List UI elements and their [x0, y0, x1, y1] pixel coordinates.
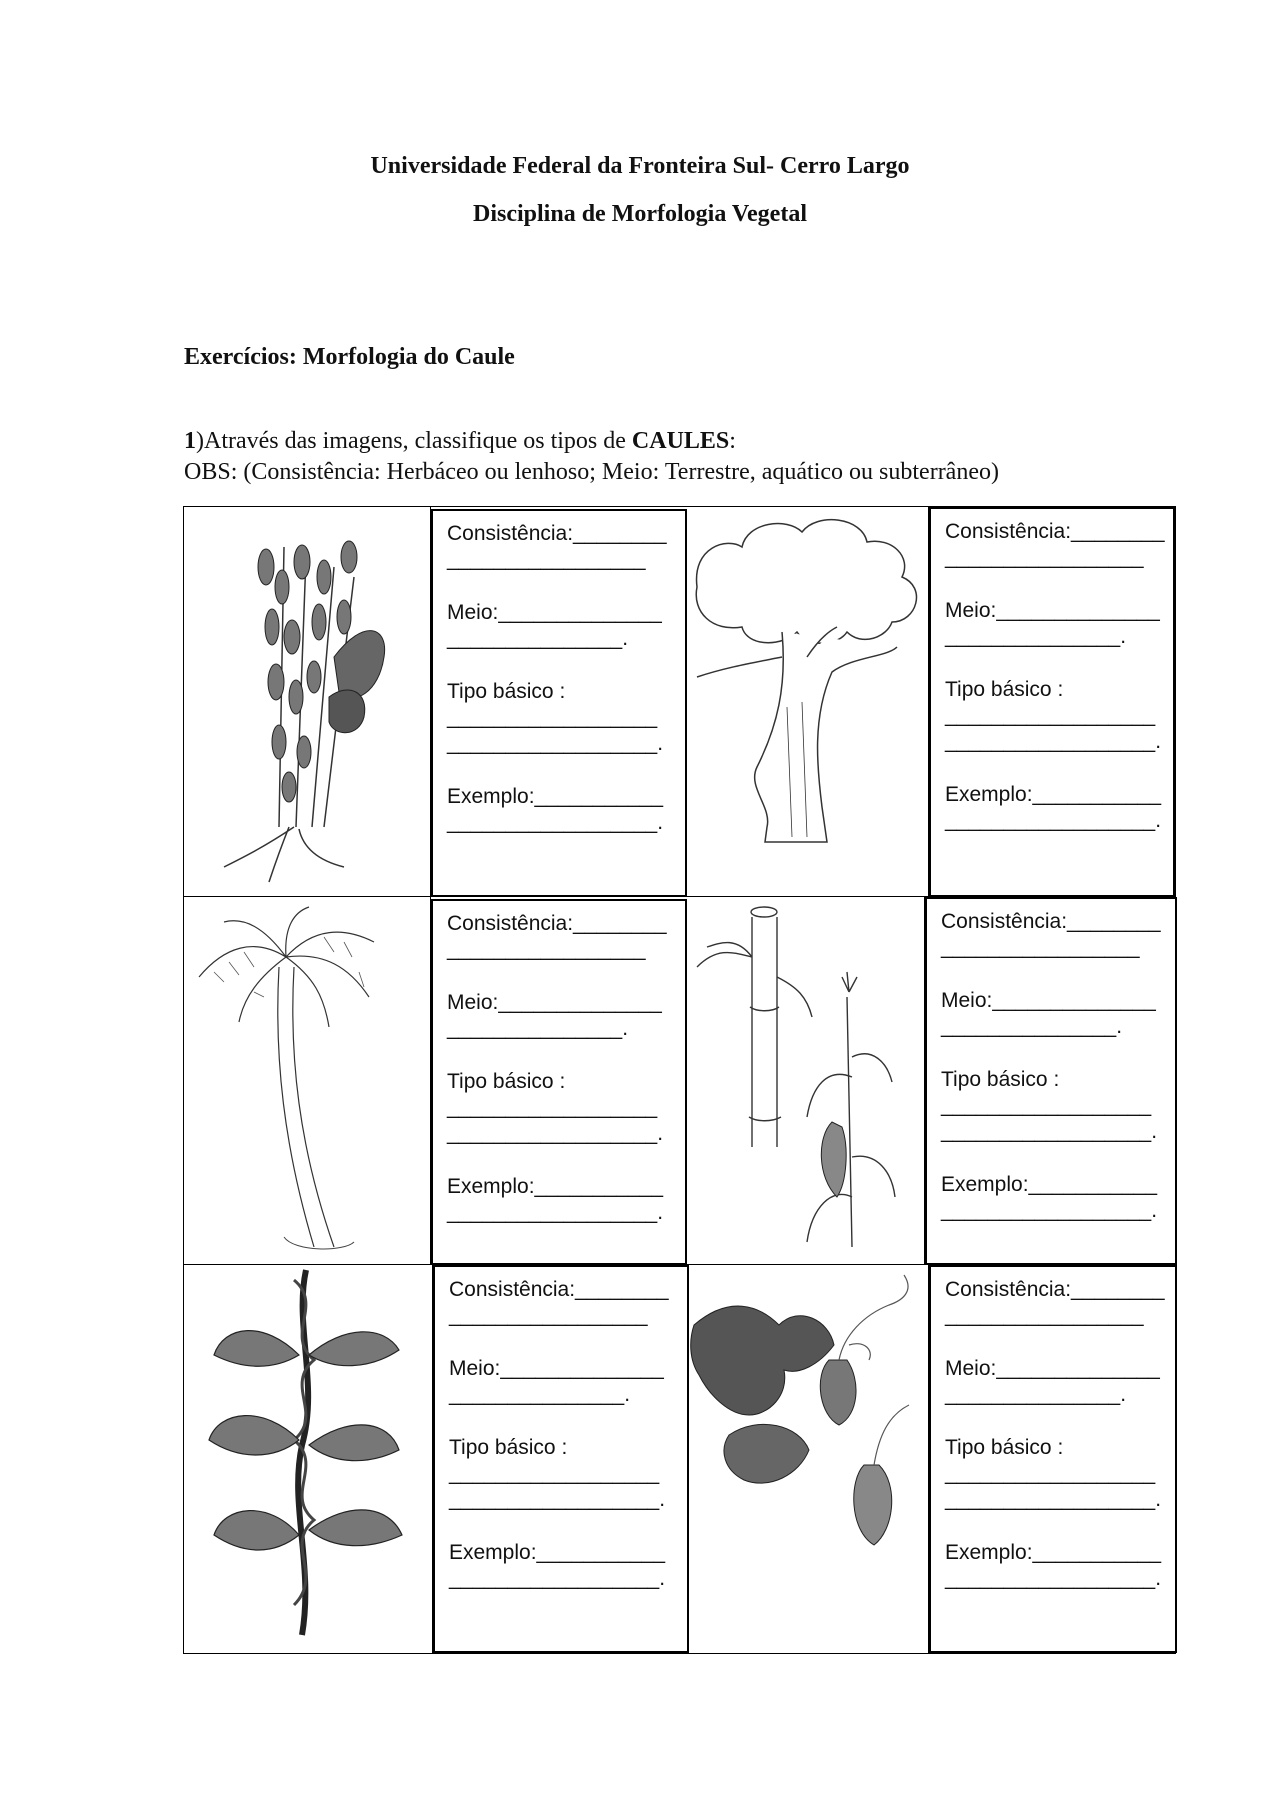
field-exemplo-cont[interactable]: __________________.: [447, 1201, 664, 1224]
field-tipo-cont-2[interactable]: __________________.: [447, 732, 664, 755]
discipline-title: Disciplina de Morfologia Vegetal: [473, 201, 807, 227]
bamboo-and-corn-illustration: [687, 897, 925, 1265]
form-box-5: [433, 1265, 689, 1653]
field-tipo-cont-2[interactable]: __________________.: [945, 1488, 1162, 1511]
question-1: [184, 426, 999, 488]
field-tipo-cont-2[interactable]: __________________.: [449, 1488, 666, 1511]
question-keyword: CAULES: [631, 428, 730, 454]
field-consistencia-cont[interactable]: _________________: [447, 938, 646, 961]
form-box-2: [929, 507, 1175, 897]
field-meio[interactable]: Meio:______________: [447, 601, 662, 624]
field-consistencia-cont[interactable]: _________________: [449, 1304, 648, 1327]
field-meio-cont[interactable]: _______________.: [447, 1017, 629, 1040]
field-meio[interactable]: Meio:______________: [447, 991, 662, 1014]
field-tipo-cont-2[interactable]: __________________.: [945, 730, 1162, 753]
field-meio[interactable]: Meio:______________: [449, 1357, 664, 1380]
tree-illustration: [687, 507, 929, 897]
field-exemplo-cont[interactable]: __________________.: [941, 1199, 1158, 1222]
field-exemplo-cont[interactable]: __________________.: [447, 811, 664, 834]
field-meio-cont[interactable]: _______________.: [945, 1383, 1127, 1406]
field-tipo-cont-2[interactable]: __________________.: [447, 1122, 664, 1145]
field-tipo-cont-1[interactable]: __________________: [941, 1094, 1152, 1117]
field-tipo-basico: Tipo básico :: [945, 678, 1064, 701]
field-tipo-basico: Tipo básico :: [447, 1070, 566, 1093]
field-consistencia[interactable]: Consistência:________: [945, 1278, 1165, 1301]
field-consistencia-cont[interactable]: _________________: [945, 1304, 1144, 1327]
field-exemplo-cont[interactable]: __________________.: [945, 1567, 1162, 1590]
squash-vine-illustration: [689, 1265, 929, 1653]
field-exemplo-cont[interactable]: __________________.: [945, 809, 1162, 832]
form-box-3: [431, 899, 687, 1265]
field-consistencia-cont[interactable]: _________________: [945, 546, 1144, 569]
field-meio-cont[interactable]: _______________.: [447, 627, 629, 650]
field-consistencia[interactable]: Consistência:________: [447, 912, 667, 935]
field-tipo-basico: Tipo básico :: [449, 1436, 568, 1459]
question-statement: [184, 426, 999, 457]
field-meio-cont[interactable]: _______________.: [941, 1015, 1123, 1038]
institution-title: Universidade Federal da Fronteira Sul- Cerro Largo: [370, 153, 910, 179]
palm-tree-illustration: [184, 897, 431, 1265]
field-consistencia[interactable]: Consistência:________: [447, 522, 667, 545]
field-exemplo[interactable]: Exemplo:___________: [945, 783, 1162, 806]
field-meio[interactable]: Meio:______________: [941, 989, 1156, 1012]
question-obs: OBS: (Consistência: Herbáceo ou lenhoso; Meio: Terrestre, aquático ou subterrâneo): [184, 459, 999, 485]
form-box-4: [925, 897, 1177, 1265]
field-consistencia-cont[interactable]: _________________: [447, 548, 646, 571]
form-box-6: [929, 1265, 1177, 1653]
field-tipo-cont-1[interactable]: __________________: [945, 1462, 1156, 1485]
field-meio[interactable]: Meio:______________: [945, 599, 1160, 622]
field-tipo-cont-1[interactable]: __________________: [449, 1462, 660, 1485]
field-exemplo[interactable]: Exemplo:___________: [945, 1541, 1162, 1564]
field-exemplo[interactable]: Exemplo:___________: [941, 1173, 1158, 1196]
twining-vine-illustration: [184, 1265, 433, 1653]
field-consistencia[interactable]: Consistência:________: [945, 520, 1165, 543]
field-tipo-cont-1[interactable]: __________________: [945, 704, 1156, 727]
field-exemplo[interactable]: Exemplo:___________: [447, 1175, 664, 1198]
field-meio[interactable]: Meio:______________: [945, 1357, 1160, 1380]
field-exemplo-cont[interactable]: __________________.: [449, 1567, 666, 1590]
soybean-plant-illustration: [184, 507, 431, 897]
question-text-a: )Através das imagens, classifique os tipos de: [196, 428, 632, 454]
field-meio-cont[interactable]: _______________.: [945, 625, 1127, 648]
field-tipo-cont-2[interactable]: __________________.: [941, 1120, 1158, 1143]
field-tipo-cont-1[interactable]: __________________: [447, 706, 658, 729]
exercise-title: Exercícios: Morfologia do Caule: [184, 344, 515, 370]
field-consistencia[interactable]: Consistência:________: [449, 1278, 669, 1301]
question-number: 1: [184, 428, 196, 454]
field-tipo-basico: Tipo básico :: [945, 1436, 1064, 1459]
field-tipo-basico: Tipo básico :: [447, 680, 566, 703]
field-exemplo[interactable]: Exemplo:___________: [447, 785, 664, 808]
field-tipo-cont-1[interactable]: __________________: [447, 1096, 658, 1119]
field-exemplo[interactable]: Exemplo:___________: [449, 1541, 666, 1564]
field-consistencia[interactable]: Consistência:________: [941, 910, 1161, 933]
field-consistencia-cont[interactable]: _________________: [941, 936, 1140, 959]
stem-classification-grid: [183, 506, 1176, 1654]
field-meio-cont[interactable]: _______________.: [449, 1383, 631, 1406]
form-box-1: [431, 509, 687, 897]
field-tipo-basico: Tipo básico :: [941, 1068, 1060, 1091]
question-text-b: :: [729, 428, 736, 454]
